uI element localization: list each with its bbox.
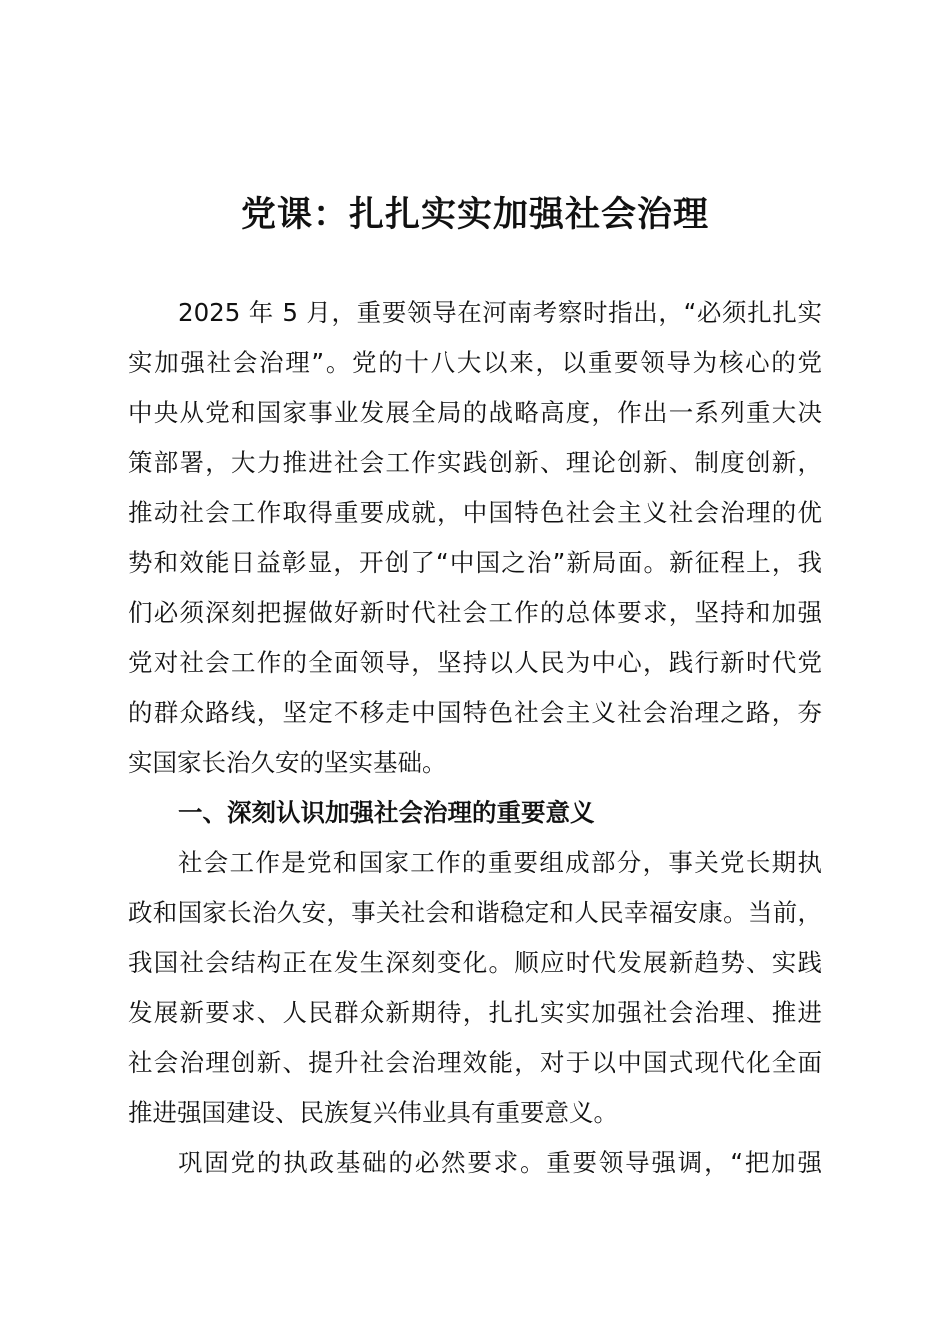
paragraph-line: 策部署，大力推进社会工作实践创新、理论创新、制度创新，	[128, 448, 822, 477]
paragraph-line: 实国家长治久安的坚实基础。	[128, 748, 447, 777]
paragraph-line: 社会治理创新、提升社会治理效能，对于以中国式现代化全面	[128, 1048, 822, 1077]
document-title: 党课：扎扎实实加强社会治理	[240, 194, 709, 235]
paragraph-line: 党对社会工作的全面领导，坚持以人民为中心，践行新时代党	[128, 648, 822, 677]
heading-text: 一、深刻认识加强社会治理的重要意义	[178, 798, 595, 827]
paragraph-line: 的群众路线，坚定不移走中国特色社会主义社会治理之路，夯	[128, 698, 822, 727]
paragraph-line: 中央从党和国家事业发展全局的战略高度，作出一系列重大决	[128, 398, 822, 427]
paragraph-line: 巩固党的执政基础的必然要求。重要领导强调，“把加强	[178, 1148, 822, 1177]
paragraph-line: 政和国家长治久安，事关社会和谐稳定和人民幸福安康。当前，	[128, 898, 822, 927]
paragraph-line: 们必须深刻把握做好新时代社会工作的总体要求，坚持和加强	[128, 598, 822, 627]
paragraph-line: 推进强国建设、民族复兴伟业具有重要意义。	[128, 1098, 618, 1127]
paragraph-line: 2025 年 5 月，重要领导在河南考察时指出，“必须扎扎实	[178, 298, 822, 327]
paragraph-line: 推动社会工作取得重要成就，中国特色社会主义社会治理的优	[128, 498, 822, 527]
paragraph-line: 我国社会结构正在发生深刻变化。顺应时代发展新趋势、实践	[128, 948, 822, 977]
paragraph-line: 势和效能日益彰显，开创了“中国之治”新局面。新征程上，我	[128, 548, 822, 577]
paragraph-line: 发展新要求、人民群众新期待，扎扎实实加强社会治理、推进	[128, 998, 822, 1027]
paragraph-line: 社会工作是党和国家工作的重要组成部分，事关党长期执	[178, 848, 822, 877]
paragraph-line: 实加强社会治理”。党的十八大以来，以重要领导为核心的党	[128, 348, 822, 377]
